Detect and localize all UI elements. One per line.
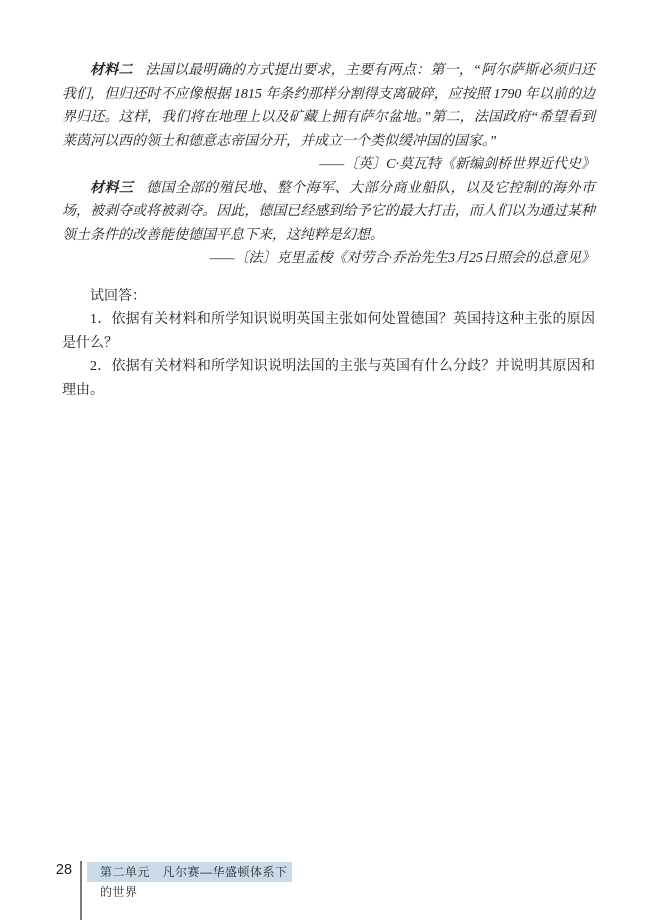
material-3-text: 德国全部的殖民地、整个海军、大部分商业船队，以及它控制的海外市场，被剥夺或将被剥夺。因此，德国已经感到给予它的最大打击，而人们以为通过某种领土条件的改善能使德国平息下来，这纯粹是幻想。 [62, 180, 596, 243]
questions-section [62, 285, 595, 403]
material-2-text: 法国以最明确的方式提出要求，主要有两点：第一，“阿尔萨斯必须归还我们，但归还时不应像根据 1815 年条约那样分割得支离破碎，应按照 1790 年以前的边界归还。这样，我们将在地理上以及矿藏上拥有萨尔盆地。”第二，法国政府“希望看到莱茵河以西的领土和德意志帝国分开，并成立一个类似缓冲国的国家。” [62, 63, 595, 149]
footer-divider-line [80, 861, 82, 920]
material-3-label: 材料三 [90, 180, 134, 196]
material-2-paragraph [62, 59, 595, 153]
material-2-label: 材料二 [90, 63, 133, 78]
page-content [62, 59, 595, 402]
page-footer [0, 858, 650, 920]
question-1: 1．依据有关材料和所学知识说明英国主张如何处置德国？英国持这种主张的原因是什么？ [62, 312, 595, 351]
material-3-paragraph [62, 177, 595, 248]
page-number: 28 [55, 862, 73, 878]
questions-prompt: 试回答： [90, 288, 146, 304]
material-2-source: ——〔英〕C·莫瓦特《新编剑桥世界近代史》 [319, 157, 595, 172]
question-2: 2．依据有关材料和所学知识说明法国的主张与英国有什么分歧？并说明其原因和理由。 [62, 359, 595, 398]
material-3-source: ——〔法〕克里孟梭《对劳合·乔治先生3月25日照会的总意见》 [209, 251, 595, 266]
unit-banner: 第二单元 凡尔赛—华盛顿体系下的世界 [87, 862, 292, 882]
